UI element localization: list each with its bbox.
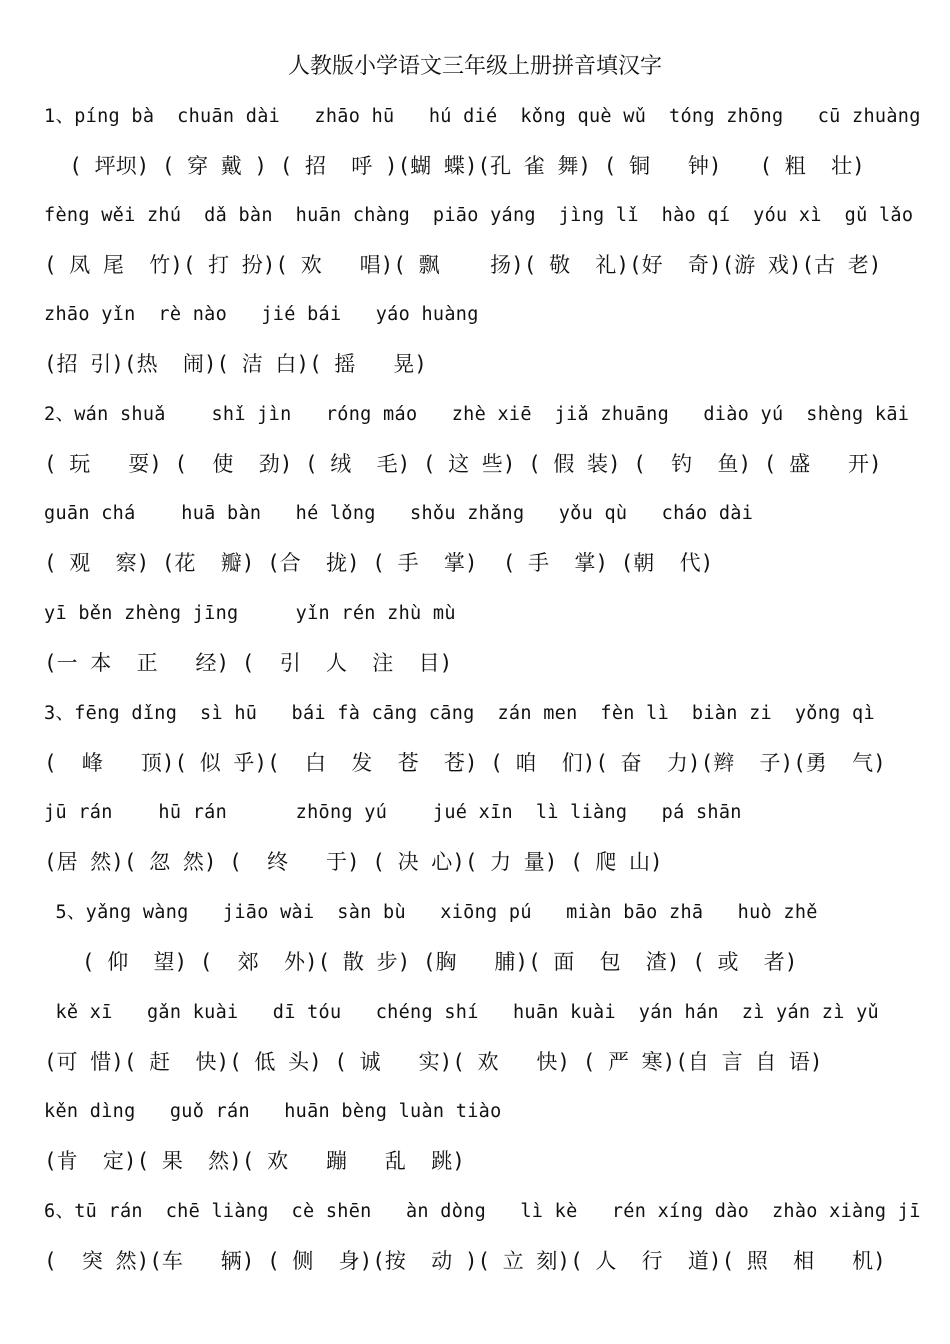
page-title: 人教版小学语文三年级上册拼音填汉字: [287, 54, 662, 79]
hanzi-answer-line: (招 引)(热 闹)( 洁 白)( 摇 晃): [44, 352, 427, 376]
pinyin-line: 2、wán shuǎ shǐ jìn róng máo zhè xiē jiǎ zhuāng diào yú shèng kāi: [44, 404, 910, 425]
hanzi-answer-line: ( 突 然)(车 辆) ( 侧 身)(按 动 )( 立 刻)( 人 行 道)( 照 相 机): [44, 1249, 886, 1273]
hanzi-answer-line: (可 惜)( 赶 快)( 低 头) ( 诚 实)( 欢 快) ( 严 寒)(自 言 自 语): [44, 1050, 823, 1074]
hanzi-answer-line: ( 峰 顶)( 似 乎)( 白 发 苍 苍) ( 咱 们)( 奋 力)(辫 子)(勇 气): [44, 751, 886, 775]
pinyin-line: fèng wěi zhú dǎ bàn huān chàng piāo yáng jìng lǐ hào qí yóu xì gǔ lǎo: [44, 205, 914, 226]
hanzi-answer-line: ( 凤 尾 竹)( 打 扮)( 欢 唱)( 飘 扬)( 敬 礼)(好 奇)(游 戏)(古 老): [44, 253, 882, 277]
pinyin-line: jū rán hū rán zhōng yú jué xīn lì liàng pá shān: [44, 802, 742, 823]
pinyin-line: 1、píng bà chuān dài zhāo hū hú dié kǒng què wǔ tóng zhōng cū zhuàng: [44, 106, 921, 127]
hanzi-answer-line: ( 仰 望) ( 郊 外)( 散 步) (胸 脯)( 面 包 渣) ( 或 者): [44, 950, 798, 974]
hanzi-answer-line: ( 坪坝) ( 穿 戴 ) ( 招 呼 )(蝴 蝶)(孔 雀 舞) ( 铜 钟) ( 粗 壮): [44, 154, 865, 178]
pinyin-line: yī běn zhèng jīng yǐn rén zhù mù: [44, 603, 456, 624]
hanzi-answer-line: (居 然)( 忽 然) ( 终 于) ( 决 心)( 力 量) ( 爬 山): [44, 850, 663, 874]
hanzi-answer-line: (肯 定)( 果 然)( 欢 蹦 乱 跳): [44, 1149, 465, 1173]
pinyin-line: zhāo yǐn rè nào jié bái yáo huàng: [44, 304, 479, 325]
hanzi-answer-line: ( 玩 耍) ( 使 劲) ( 绒 毛) ( 这 些) ( 假 装) ( 钓 鱼) ( 盛 开): [44, 452, 882, 476]
pinyin-line: guān chá huā bàn hé lǒng shǒu zhǎng yǒu qù cháo dài: [44, 503, 754, 524]
hanzi-answer-line: ( 观 察) (花 瓣) (合 拢) ( 手 掌) ( 手 掌) (朝 代): [44, 551, 714, 575]
pinyin-line: 5、yǎng wàng jiāo wài sàn bù xiōng pú miàn bāo zhā huò zhě: [44, 902, 818, 923]
pinyin-line: kěn dìng guǒ rán huān bèng luàn tiào: [44, 1101, 502, 1122]
pinyin-line: 3、fēng dǐng sì hū bái fà cāng cāng zán men fèn lì biàn zi yǒng qì: [44, 703, 875, 724]
hanzi-answer-line: (一 本 正 经) ( 引 人 注 目): [44, 651, 453, 675]
pinyin-line: kě xī gǎn kuài dī tóu chéng shí huān kuài yán hán zì yán zì yǔ: [44, 1002, 879, 1023]
pinyin-line: 6、tū rán chē liàng cè shēn àn dòng lì kè rén xíng dào zhào xiàng jī: [44, 1201, 921, 1222]
